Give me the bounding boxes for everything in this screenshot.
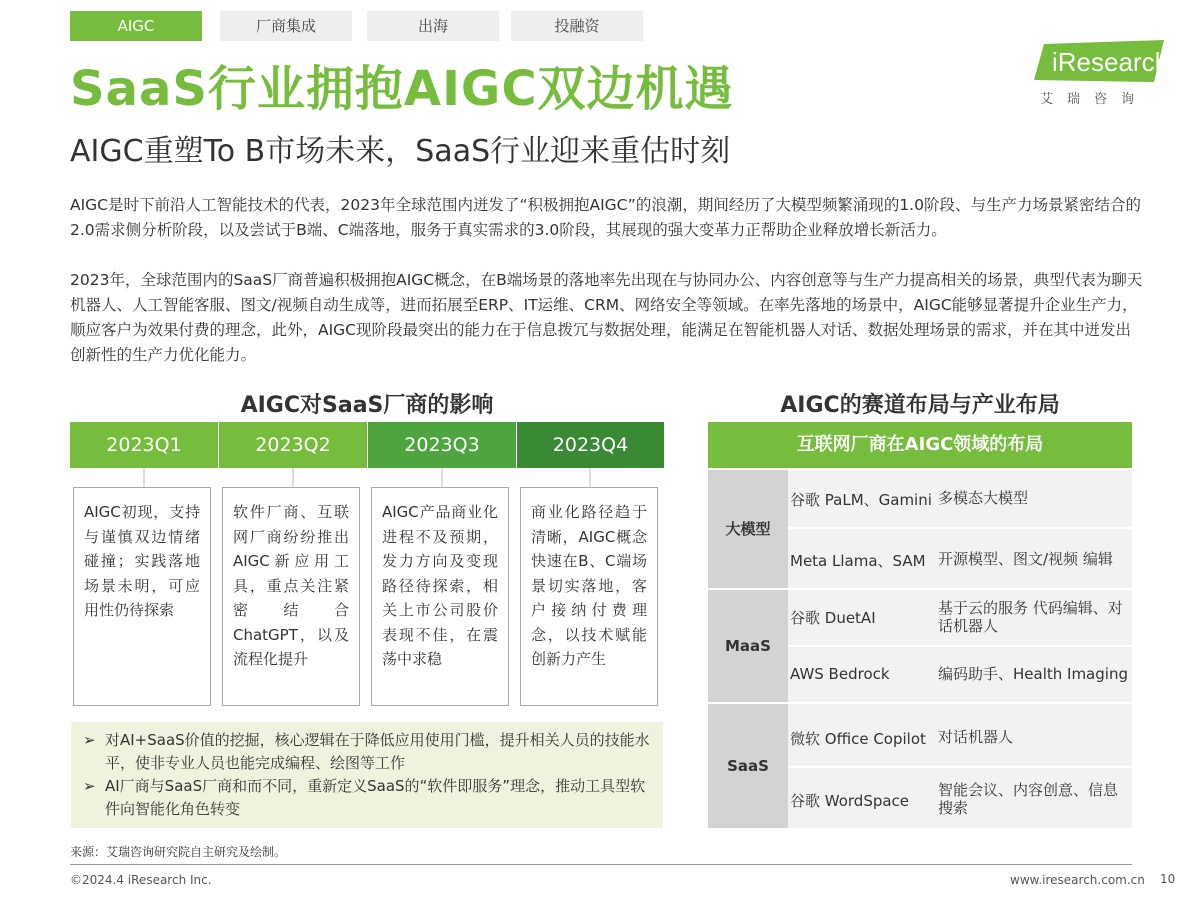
table-row xyxy=(788,590,1132,645)
website-link[interactable]: www.iresearch.com.cn xyxy=(1010,873,1145,887)
left-section-title: AIGC对SaaS厂商的影响 xyxy=(240,393,494,418)
logo-text: iResearch xyxy=(1052,47,1164,77)
quarter-description: 商业化路径趋于清晰，AIGC概念快速在B、C端场景切实落地，客户接纳付费理念，以技术赋能创新力产生 xyxy=(520,487,658,706)
description-cell: 编码助手、Health Imaging xyxy=(938,665,1128,683)
company-cell: 谷歌 WordSpace xyxy=(790,792,910,810)
table-row xyxy=(788,529,1132,588)
quarter-header: 2023Q3 xyxy=(368,422,516,468)
table-row xyxy=(788,768,1132,828)
company-cell: 谷歌 PaLM、Gamini xyxy=(790,491,932,509)
quarter-header: 2023Q1 xyxy=(70,422,218,468)
summary-item xyxy=(83,729,651,775)
quarter-header: 2023Q4 xyxy=(517,422,664,468)
summary-text: AI厂商与SaaS厂商和而不同，重新定义SaaS的“软件即服务”理念，推动工具型软件向智能化角色转变 xyxy=(105,777,646,818)
company-cell: 微软 Office Copilot xyxy=(790,730,926,748)
connector-lines xyxy=(70,468,664,488)
company-cell: Meta Llama、SAM xyxy=(790,552,926,570)
table-row xyxy=(788,647,1132,702)
page-number: 10 xyxy=(1160,872,1176,886)
intro-paragraph-1: AIGC是时下前沿人工智能技术的代表，2023年全球范围内迸发了“积极拥抱AIGC”的浪潮，期间经历了大模型频繁涌现的1.0阶段、与生产力场景紧密结合的2.0需求侧分析阶段，以及尝试于B端、C端落地，服务于真实需求的3.0阶段，其展现的强大变革力正帮助企业释放增长新活力。 xyxy=(70,196,1141,239)
quarter-header: 2023Q2 xyxy=(219,422,367,468)
tab-vendor-integration[interactable]: 厂商集成 xyxy=(220,11,352,41)
source-note: 来源：艾瑞咨询研究院自主研究及绘制。 xyxy=(70,845,287,859)
logo-chinese-name: 艾瑞咨询 xyxy=(1040,92,1149,107)
description-cell: 多模态大模型 xyxy=(938,489,1029,507)
quarter-description: 软件厂商、互联网厂商纷纷推出AIGC新应用工具，重点关注紧密结合ChatGPT，以及流程化提升 xyxy=(222,487,360,706)
copyright: ©2024.4 iResearch Inc. xyxy=(70,873,212,887)
table-header: 互联网厂商在AIGC领域的布局 xyxy=(708,422,1132,468)
category-cell: 大模型 xyxy=(708,470,788,588)
arrow-icon: ➢ xyxy=(83,731,96,749)
page-title: SaaS行业拥抱AIGC双边机遇 xyxy=(70,61,734,117)
page-subtitle: AIGC重塑To B市场未来，SaaS行业迎来重估时刻 xyxy=(70,134,731,169)
footer-divider xyxy=(70,864,1132,865)
summary-item xyxy=(83,775,651,821)
description-cell: 智能会议、内容创意、信息搜索 xyxy=(938,781,1119,817)
description-cell: 基于云的服务 代码编辑、对话机器人 xyxy=(938,599,1123,635)
company-cell: 谷歌 DuetAI xyxy=(790,609,876,627)
description-cell: 对话机器人 xyxy=(938,728,1014,746)
description-cell: 开源模型、图文/视频 编辑 xyxy=(938,550,1113,568)
tab-aigc[interactable]: AIGC xyxy=(70,11,202,41)
right-section-title: AIGC的赛道布局与产业布局 xyxy=(780,393,1060,418)
category-cell: SaaS xyxy=(708,704,788,828)
summary-text: 对AI+SaaS价值的挖掘，核心逻辑在于降低应用使用门槛，提升相关人员的技能水平，使非专业人员也能完成编程、绘图等工作 xyxy=(105,731,650,772)
tab-overseas[interactable]: 出海 xyxy=(367,11,499,41)
intro-paragraph-2: 2023年，全球范围内的SaaS厂商普遍积极拥抱AIGC概念，在B端场景的落地率先出现在与协同办公、内容创意等与生产力提高相关的场景，典型代表为聊天机器人、人工智能客服、图文/视频自动生成等，进而拓展至ERP、IT运维、CRM、网络安全等领域。在率先落地的场景中，AIGC能够显著提升企业生产力，顺应客户为效果付费的理念，此外，AIGC现阶段最突出的能力在于信息拨冗与数据处理，能满足在智能机器人对话、数据处理场景的需求，并在其中迸发出创新性的生产力优化能力。 xyxy=(70,271,1143,364)
summary-box xyxy=(71,722,663,828)
table-row xyxy=(788,704,1132,766)
arrow-icon: ➢ xyxy=(83,777,96,795)
table-row xyxy=(788,470,1132,527)
quarter-description: AIGC初现，支持与谨慎双边情绪碰撞；实践落地场景未明，可应用性仍待探索 xyxy=(73,487,211,706)
iresearch-logo xyxy=(1030,40,1164,82)
quarter-description: AIGC产品商业化进程不及预期，发力方向及变现路径待探索，相关上市公司股价表现不佳，在震荡中求稳 xyxy=(371,487,509,706)
tab-investment[interactable]: 投融资 xyxy=(511,11,643,41)
company-cell: AWS Bedrock xyxy=(790,665,890,683)
category-cell: MaaS xyxy=(708,590,788,702)
